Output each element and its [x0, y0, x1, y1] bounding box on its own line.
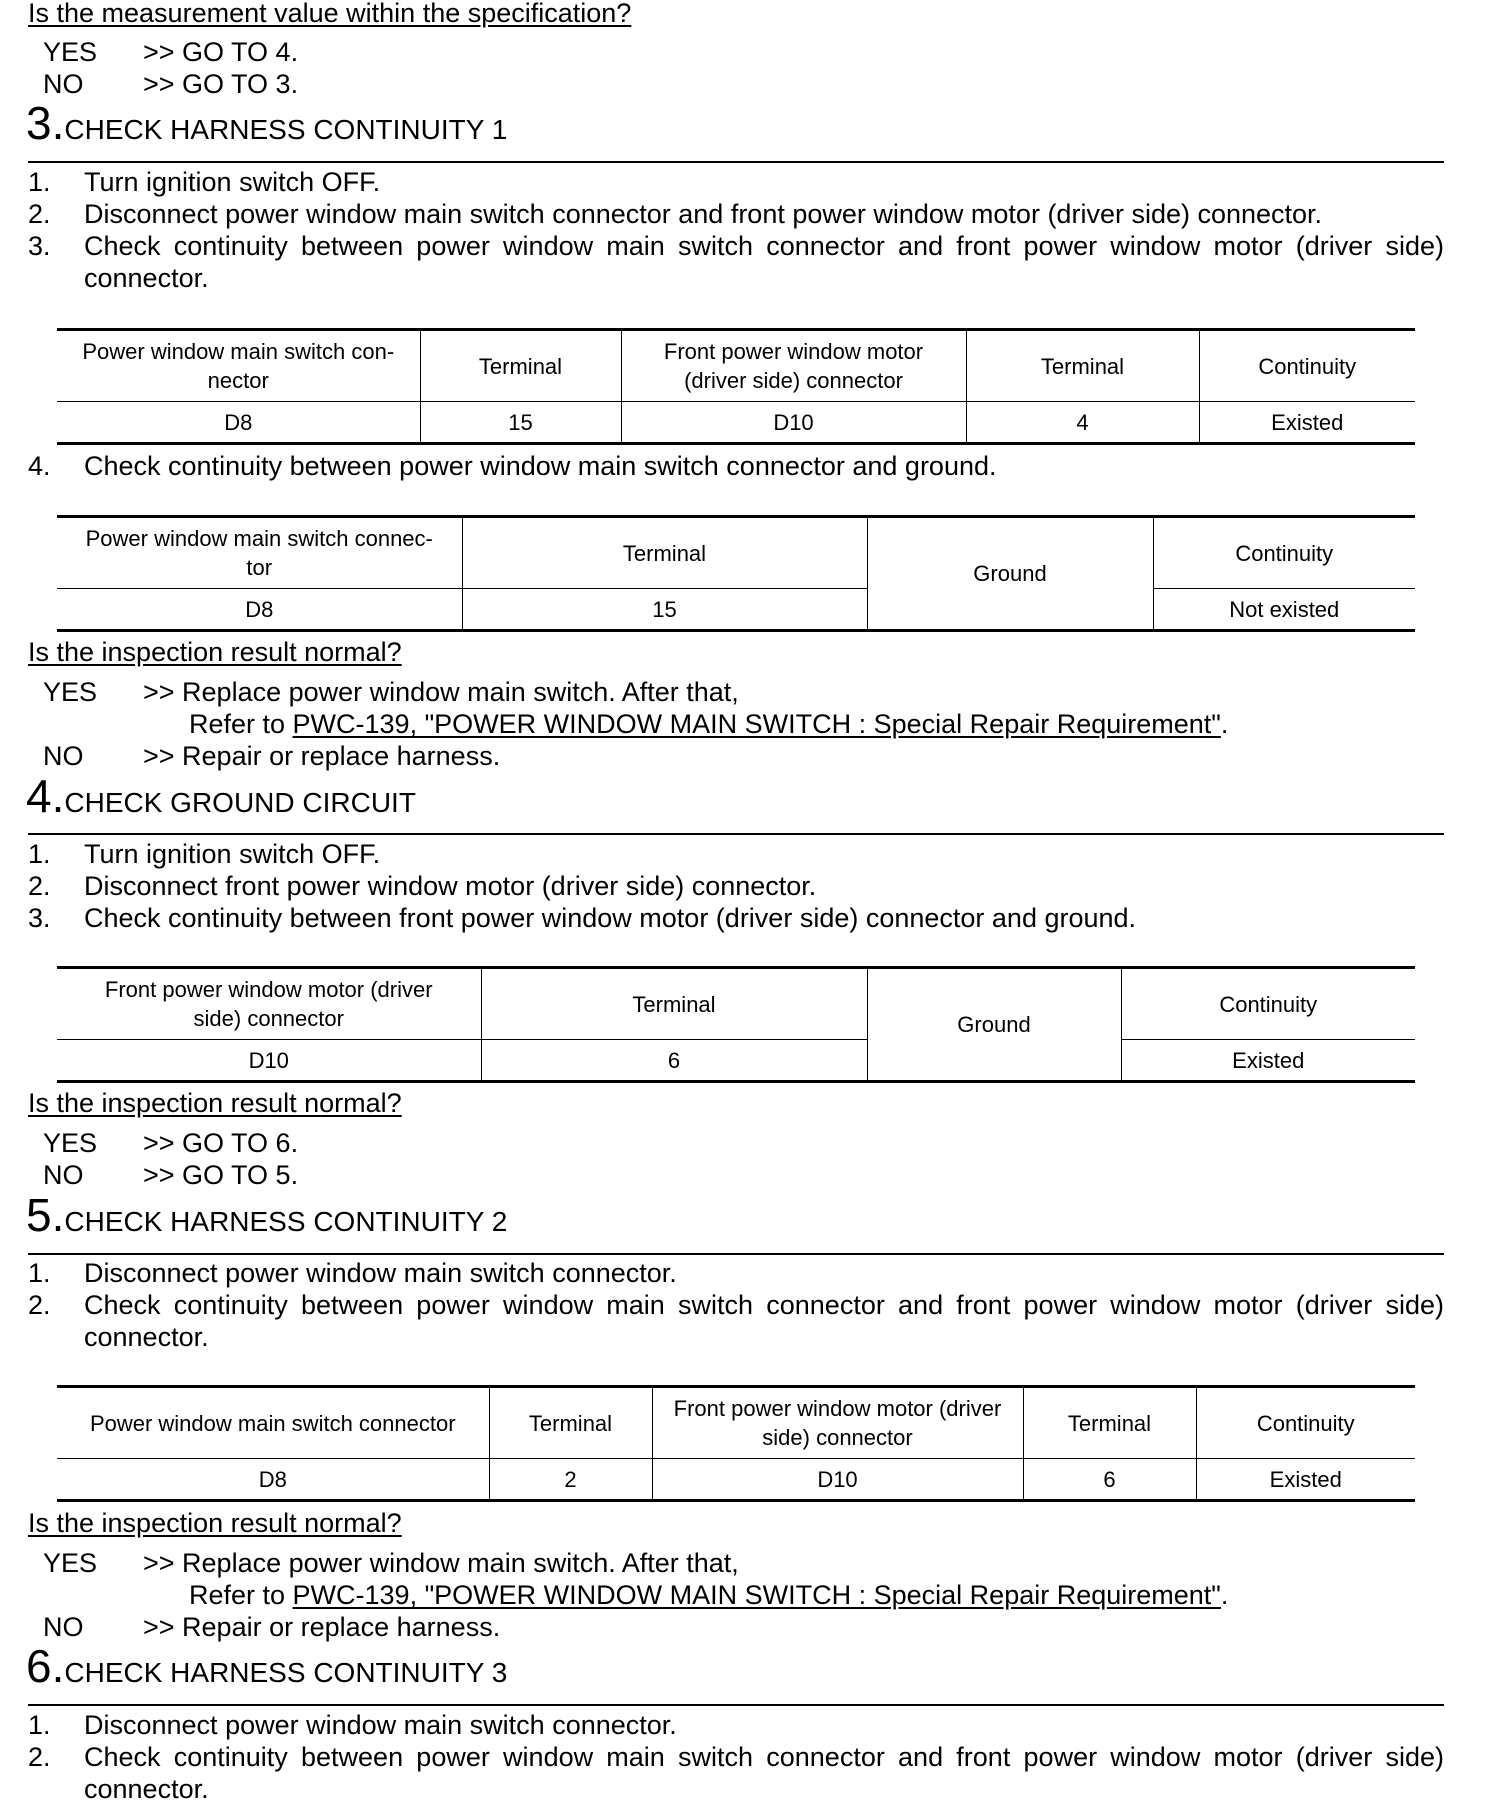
table-cell: D10 [57, 1040, 481, 1082]
table-cell: Existed [1199, 402, 1415, 444]
table-cell: D10 [621, 402, 966, 444]
pwc-139-link[interactable]: PWC-139, "POWER WINDOW MAIN SWITCH : Special Repair Requirement" [292, 709, 1221, 739]
section-4-heading: 4.CHECK GROUND CIRCUIT [26, 770, 416, 822]
answer-block-s5 [43, 1548, 1443, 1644]
table-cell: 4 [966, 402, 1199, 444]
question-inspection: Is the inspection result normal? [28, 637, 402, 667]
step-item: 2. Disconnect power window main switch connector and front power window motor (driver side) connector. [28, 199, 1323, 229]
yes-label: YES [43, 1548, 98, 1578]
yes-action: >> GO TO 6. [143, 1128, 299, 1158]
section-3-heading: 3.CHECK HARNESS CONTINUITY 1 [26, 97, 508, 149]
table-header: Continuity [1153, 517, 1415, 589]
step-item: 2. Check continuity between power window main switch connector and front power window motor (driver side) connector. [28, 1290, 1444, 1352]
yes-label: YES [43, 1128, 98, 1158]
section-5-heading: 5.CHECK HARNESS CONTINUITY 2 [26, 1189, 508, 1241]
step-item: 3. Check continuity between front power window motor (driver side) connector and ground. [28, 903, 1137, 933]
table-cell: 15 [462, 589, 867, 631]
table-header: Ground [867, 517, 1153, 631]
step-item: 2. Disconnect front power window motor (driver side) connector. [28, 871, 817, 901]
no-label: NO [43, 1160, 84, 1190]
yes-label: YES [43, 37, 98, 67]
question-inspection: Is the inspection result normal? [28, 1088, 402, 1118]
yes-action: >> GO TO 4. [143, 37, 299, 67]
refer-line: Refer to PWC-139, "POWER WINDOW MAIN SWITCH : Special Repair Requirement". [189, 1580, 1229, 1610]
no-action: >> Repair or replace harness. [143, 741, 501, 771]
continuity-table-2 [57, 515, 1415, 632]
table-header: Front power window motor (driver side) connector [57, 968, 481, 1040]
table-cell: 6 [1023, 1459, 1196, 1501]
table-cell: D8 [57, 589, 462, 631]
table-cell: 2 [489, 1459, 652, 1501]
answer-block-s3 [43, 677, 1443, 773]
no-action: >> GO TO 5. [143, 1160, 299, 1190]
step-item: 2. Check continuity between power window main switch connector and front power window motor (driver side) connector. [28, 1742, 1444, 1804]
section-divider [28, 1253, 1444, 1255]
table-cell: Existed [1196, 1459, 1415, 1501]
table-cell: Existed [1121, 1040, 1415, 1082]
table-header: Terminal [489, 1387, 652, 1459]
table-header: Ground [867, 968, 1121, 1082]
table-cell: 15 [420, 402, 621, 444]
step-item: 3. Check continuity between power window main switch connector and front power window motor (driver side) connector. [28, 231, 1444, 293]
table-header: Front power window motor (driver side) connector [652, 1387, 1023, 1459]
refer-line: Refer to PWC-139, "POWER WINDOW MAIN SWITCH : Special Repair Requirement". [189, 709, 1229, 739]
no-action: >> Repair or replace harness. [143, 1612, 501, 1642]
table-cell: D8 [57, 402, 420, 444]
question-measurement: Is the measurement value within the specification? [28, 0, 632, 28]
no-action: >> GO TO 3. [143, 69, 299, 99]
section-divider [28, 1704, 1444, 1706]
step-item: 1. Turn ignition switch OFF. [28, 167, 381, 197]
section-divider [28, 161, 1444, 163]
table-header: Terminal [462, 517, 867, 589]
step-item: 1. Disconnect power window main switch connector. [28, 1258, 677, 1288]
no-label: NO [43, 741, 84, 771]
step-item: 1. Disconnect power window main switch connector. [28, 1710, 677, 1740]
table-header: Power window main switch connector [57, 1387, 489, 1459]
table-header: Continuity [1121, 968, 1415, 1040]
table-header: Terminal [1023, 1387, 1196, 1459]
table-cell: Not existed [1153, 589, 1415, 631]
no-label: NO [43, 69, 84, 99]
step-item: 1. Turn ignition switch OFF. [28, 839, 381, 869]
yes-action: >> Replace power window main switch. After that, [143, 677, 739, 707]
table-cell: D8 [57, 1459, 489, 1501]
no-label: NO [43, 1612, 84, 1642]
answer-block-q1 [43, 37, 643, 101]
table-header: Terminal [420, 330, 621, 402]
table-header: Front power window motor (driver side) connector [621, 330, 966, 402]
table-header: Power window main switch con- nector [57, 330, 420, 402]
section-divider [28, 833, 1444, 835]
table-header: Continuity [1199, 330, 1415, 402]
table-header: Continuity [1196, 1387, 1415, 1459]
yes-label: YES [43, 677, 98, 707]
table-header: Terminal [966, 330, 1199, 402]
yes-action: >> Replace power window main switch. After that, [143, 1548, 739, 1578]
continuity-table-3 [57, 966, 1415, 1083]
step-item: 4. Check continuity between power window main switch connector and ground. [28, 451, 997, 481]
section-6-heading: 6.CHECK HARNESS CONTINUITY 3 [26, 1640, 508, 1692]
table-header: Terminal [481, 968, 867, 1040]
question-inspection: Is the inspection result normal? [28, 1508, 402, 1538]
continuity-table-4 [57, 1385, 1415, 1502]
table-cell: 6 [481, 1040, 867, 1082]
pwc-139-link[interactable]: PWC-139, "POWER WINDOW MAIN SWITCH : Special Repair Requirement" [292, 1580, 1221, 1610]
answer-block-s4 [43, 1128, 643, 1192]
table-cell: D10 [652, 1459, 1023, 1501]
table-header: Power window main switch connec- tor [57, 517, 462, 589]
continuity-table-1 [57, 328, 1415, 445]
